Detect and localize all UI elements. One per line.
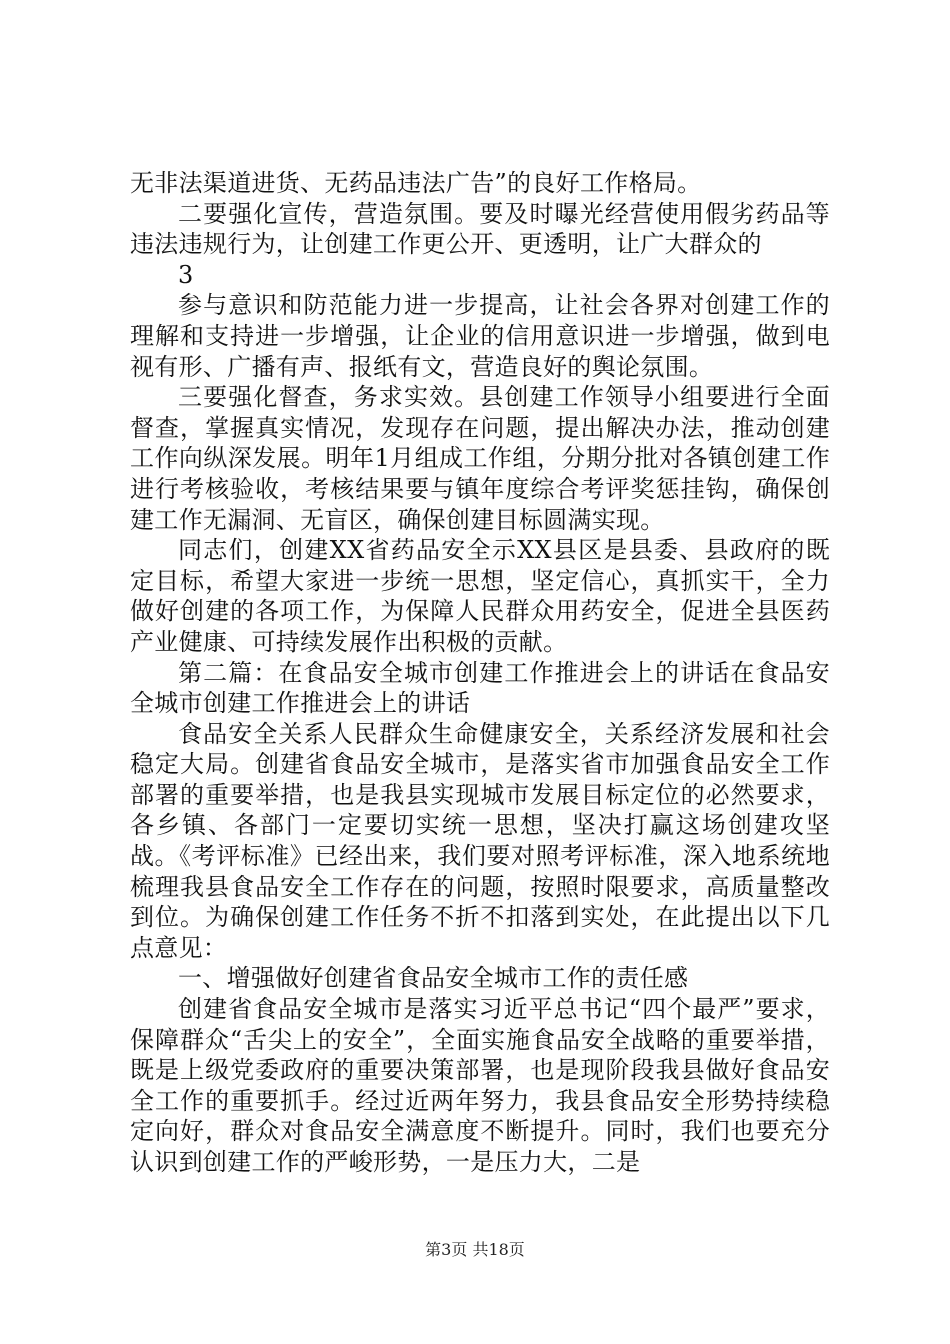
paragraph-2: 二要强化宣传，营造氛围。要及时曝光经营使用假劣药品等违法违规行为，让创建工作更公开、更透明，让广大群众的 <box>130 199 830 259</box>
document-body <box>130 168 830 1178</box>
inline-page-number: 3 <box>178 260 194 289</box>
paragraph-1: 无非法渠道进货、无药品违法广告”的良好工作格局。 <box>130 169 702 197</box>
paragraph-3: 参与意识和防范能力进一步提高，让社会各界对创建工作的理解和支持进一步增强，让企业的信用意识进一步增强，做到电视有形、广播有声、报纸有文，营造良好的舆论氛围。 <box>130 291 830 381</box>
paragraph-7: 创建省食品安全城市是落实习近平总书记“四个最严”要求，保障群众“舌尖上的安全”，全面实施食品安全战略的重要举措，既是上级党委政府的重要决策部署，也是现阶段我县做好食品安全工作的重要抓手。经过近两年努力，我县食品安全形势持续稳定向好，群众对食品安全满意度不断提升。同时，我们也要充分认识到创建工作的严峻形势，一是压力大，二是 <box>130 995 830 1176</box>
paragraph-6: 食品安全关系人民群众生命健康安全，关系经济发展和社会稳定大局。创建省食品安全城市，是落实省市加强食品安全工作部署的重要举措，也是我县实现城市发展目标定位的必然要求，各乡镇、各部门一定要切实统一思想，坚决打赢这场创建攻坚战。《考评标准》已经出来，我们要对照考评标准，深入地系统地梳理我县食品安全工作存在的问题，按照时限要求，高质量整改到位。为确保创建工作任务不折不扣落到实处，在此提出以下几点意见： <box>130 719 830 962</box>
paragraph-5: 同志们，创建XX省药品安全示XX县区是县委、县政府的既定目标，希望大家进一步统一思想，坚定信心，真抓实干，全力做好创建的各项工作，为保障人民群众用药安全，促进全县医药产业健康、可持续发展作出积极的贡献。 <box>130 536 830 656</box>
subheading-one: 一、增强做好创建省食品安全城市工作的责任感 <box>178 964 689 993</box>
section-heading-part-two: 第二篇：在食品安全城市创建工作推进会上的讲话在食品安全城市创建工作推进会上的讲话 <box>130 658 830 718</box>
page-footer: 第3页 共18页 <box>425 1240 525 1259</box>
paragraph-4: 三要强化督查，务求实效。县创建工作领导小组要进行全面督查，掌握真实情况，发现存在问题，提出解决办法，推动创建工作向纵深发展。明年1月组成工作组，分期分批对各镇创建工作进行考核验收，考核结果要与镇年度综合考评奖惩挂钩，确保创建工作无漏洞、无盲区，确保创建目标圆满实现。 <box>130 383 830 534</box>
